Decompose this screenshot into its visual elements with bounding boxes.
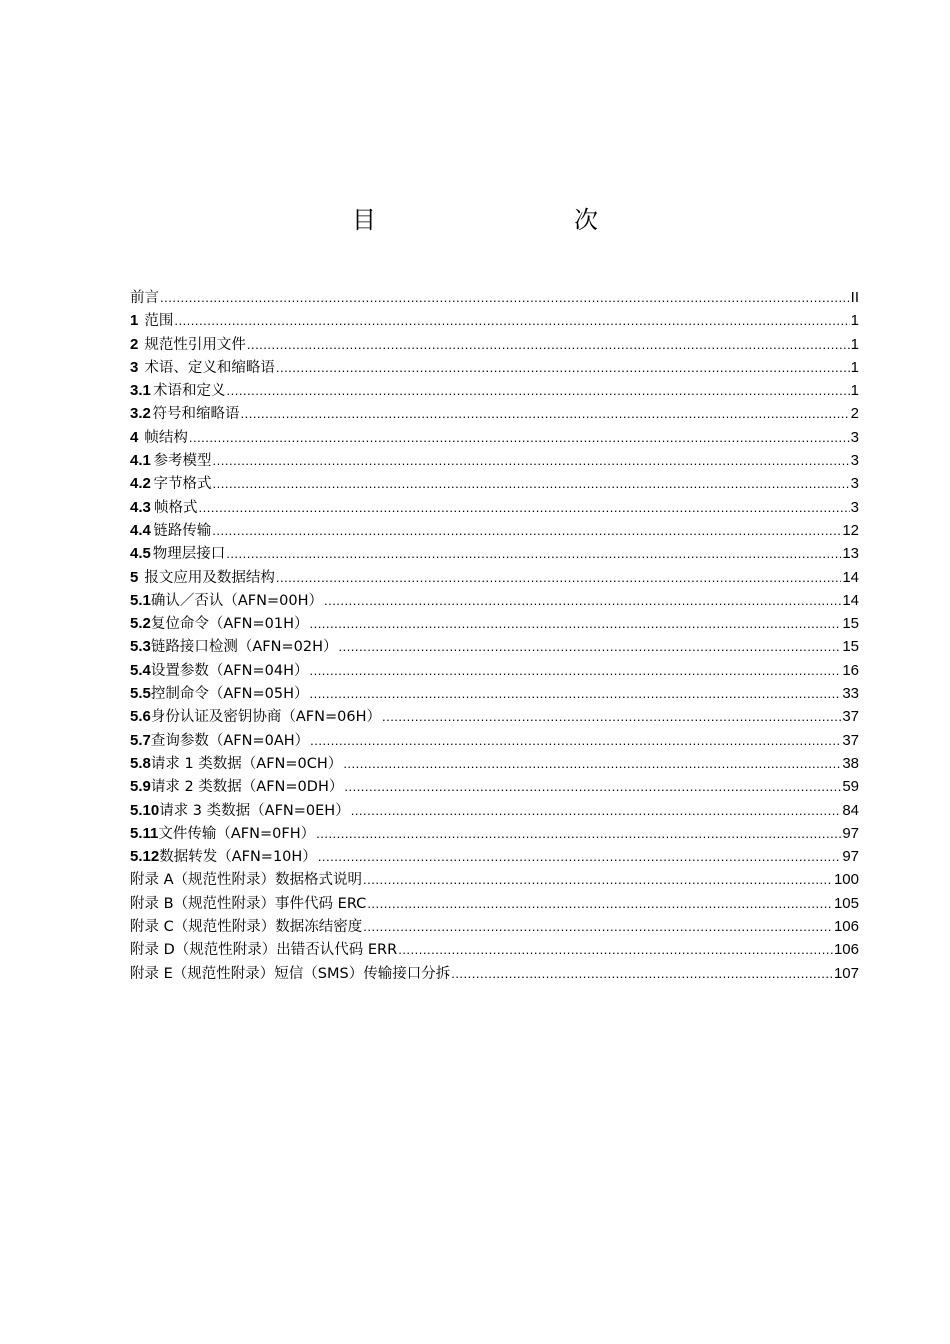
toc-entry-page-number: 97 <box>842 824 859 842</box>
toc-entry[interactable] <box>130 519 859 542</box>
toc-entry-page-number: 1 <box>850 382 859 400</box>
toc-dot-leader <box>309 612 841 635</box>
toc-dot-leader <box>213 472 850 495</box>
toc-entry-appendix-label: 附录 B <box>130 895 174 912</box>
toc-entry-number: 3 <box>130 358 139 376</box>
toc-entry-page-number: 3 <box>850 475 859 493</box>
toc-entry[interactable] <box>130 635 859 658</box>
table-of-contents <box>130 286 859 985</box>
toc-entry-title: 物理层接口 <box>152 546 226 563</box>
toc-dot-leader <box>338 635 841 658</box>
toc-entry[interactable] <box>130 566 859 589</box>
toc-dot-leader <box>451 962 833 985</box>
toc-entry-page-number: 1 <box>850 358 859 376</box>
toc-entry-page-number: 84 <box>842 801 859 819</box>
toc-entry-title: 规范性引用文件 <box>144 336 246 353</box>
toc-entry-number: 3.2 <box>130 405 151 423</box>
toc-entry-title: 复位命令（AFN=01H） <box>150 616 309 633</box>
toc-entry-appendix-label: 附录 D <box>130 942 175 959</box>
toc-entry-page-number: 38 <box>842 754 859 772</box>
toc-entry[interactable] <box>130 402 859 425</box>
toc-entry[interactable] <box>130 472 859 495</box>
toc-dot-leader <box>189 426 850 449</box>
toc-entry-title: （规范性附录）数据冻结密度 <box>173 919 363 936</box>
toc-dot-leader <box>199 496 850 519</box>
toc-entry-title: 数据转发（AFN=10H） <box>159 849 317 866</box>
toc-entry-page-number: 14 <box>842 568 859 586</box>
toc-dot-leader <box>344 775 841 798</box>
toc-entry[interactable] <box>130 542 859 565</box>
toc-entry[interactable] <box>130 449 859 472</box>
toc-dot-leader <box>363 868 833 891</box>
toc-entry-page-number: 15 <box>842 638 859 656</box>
toc-dot-leader <box>363 915 833 938</box>
toc-entry-number: 5.11 <box>130 824 159 842</box>
toc-entry-number: 4 <box>130 428 139 446</box>
toc-entry-page-number: 33 <box>842 685 859 703</box>
toc-entry-number: 4.4 <box>130 521 151 539</box>
toc-entry-number: 2 <box>130 335 139 353</box>
toc-entry[interactable] <box>130 496 859 519</box>
toc-entry-number: 1 <box>130 312 139 330</box>
toc-entry[interactable] <box>130 356 859 379</box>
toc-entry-number: 4.2 <box>130 475 151 493</box>
toc-entry-title: 术语、定义和缩略语 <box>144 359 275 376</box>
toc-entry-title: 链路传输 <box>153 522 212 539</box>
toc-dot-leader <box>276 566 841 589</box>
toc-entry-number: 5.3 <box>130 638 151 656</box>
toc-entry-page-number: 13 <box>842 545 859 563</box>
toc-entry-page-number: 2 <box>850 405 859 423</box>
toc-dot-leader <box>160 286 850 309</box>
toc-entry-title: （规范性附录）数据格式说明 <box>173 872 363 889</box>
toc-entry-page-number: 106 <box>833 918 859 936</box>
toc-entry-number: 3.1 <box>130 382 151 400</box>
toc-dot-leader <box>309 659 841 682</box>
toc-entry-page-number: 106 <box>833 941 859 959</box>
toc-dot-leader <box>276 356 850 379</box>
toc-entry-appendix-label: 附录 A <box>130 872 174 889</box>
toc-entry[interactable] <box>130 775 859 798</box>
toc-entry-page-number: 1 <box>850 335 859 353</box>
toc-entry-page-number: 59 <box>842 778 859 796</box>
toc-entry[interactable] <box>130 752 859 775</box>
toc-entry[interactable] <box>130 659 859 682</box>
toc-entry-appendix-label: 附录 C <box>130 919 174 936</box>
toc-entry-page-number: 12 <box>842 521 859 539</box>
toc-dot-leader <box>367 892 833 915</box>
toc-entry-title: 设置参数（AFN=04H） <box>150 662 309 679</box>
toc-entry[interactable] <box>130 822 859 845</box>
toc-dot-leader <box>174 309 849 332</box>
toc-entry-title: 控制命令（AFN=05H） <box>150 686 309 703</box>
toc-entry-number: 5.5 <box>130 685 151 703</box>
toc-entry-title: （规范性附录）事件代码 ERC <box>173 895 367 912</box>
toc-dot-leader <box>398 938 833 961</box>
toc-entry-page-number: 97 <box>842 848 859 866</box>
toc-dot-leader <box>309 682 841 705</box>
toc-dot-leader <box>240 402 849 425</box>
toc-entry[interactable] <box>130 799 859 822</box>
toc-entry[interactable] <box>130 962 859 985</box>
toc-dot-leader <box>343 752 841 775</box>
toc-entry[interactable] <box>130 426 859 449</box>
toc-entry-number: 5.9 <box>130 778 151 796</box>
toc-entry-title: 查询参数（AFN=0AH） <box>150 732 310 749</box>
toc-entry-title: 术语和定义 <box>153 383 226 400</box>
toc-entry-number: 5 <box>130 568 139 586</box>
toc-entry-title: 帧结构 <box>144 429 188 446</box>
toc-entry-number: 5.1 <box>130 591 151 609</box>
toc-entry-number: 5.7 <box>130 731 151 749</box>
toc-entry-page-number: 107 <box>833 964 859 982</box>
toc-entry[interactable] <box>130 915 859 938</box>
toc-entry-page-number: 3 <box>850 452 859 470</box>
toc-entry-title: 请求 2 类数据（AFN=0DH） <box>150 779 344 796</box>
toc-dot-leader <box>247 333 850 356</box>
toc-entry[interactable] <box>130 729 859 752</box>
toc-entry[interactable] <box>130 379 859 402</box>
toc-entry-title: 范围 <box>144 313 174 330</box>
toc-entry-title: 报文应用及数据结构 <box>144 569 275 586</box>
toc-entry-title: 前言 <box>130 290 159 306</box>
toc-entry[interactable] <box>130 868 859 891</box>
toc-entry-appendix-label: 附录 E <box>130 965 173 982</box>
toc-entry[interactable] <box>130 938 859 961</box>
toc-entry-title: 请求 1 类数据（AFN=0CH） <box>150 755 343 772</box>
toc-entry-page-number: 3 <box>850 498 859 516</box>
toc-entry[interactable] <box>130 705 859 728</box>
toc-dot-leader <box>324 589 841 612</box>
toc-entry-title: 确认／否认（AFN=00H） <box>150 592 323 609</box>
toc-entry-title: 符号和缩略语 <box>152 406 240 423</box>
toc-entry[interactable] <box>130 333 859 356</box>
toc-entry-number: 5.12 <box>130 848 160 866</box>
toc-dot-leader <box>382 705 841 728</box>
toc-entry[interactable] <box>130 309 859 332</box>
toc-entry[interactable] <box>130 682 859 705</box>
toc-entry[interactable] <box>130 589 859 612</box>
toc-dot-leader <box>212 519 841 542</box>
toc-dot-leader <box>310 729 841 752</box>
toc-entry[interactable] <box>130 286 859 309</box>
toc-entry-page-number: II <box>850 289 859 306</box>
toc-entry-title: 帧格式 <box>154 499 198 516</box>
page-title: 目 次 <box>352 206 648 234</box>
toc-entry-number: 5.2 <box>130 615 151 633</box>
toc-entry-title: 身份认证及密钥协商（AFN=06H） <box>150 709 381 726</box>
toc-entry[interactable] <box>130 612 859 635</box>
toc-entry-number: 5.8 <box>130 754 151 772</box>
toc-entry[interactable] <box>130 892 859 915</box>
toc-entry-number: 5.10 <box>130 801 160 819</box>
toc-entry-title: 字节格式 <box>153 476 212 493</box>
toc-entry-title: 链路接口检测（AFN=02H） <box>150 639 338 656</box>
toc-entry-page-number: 15 <box>842 615 859 633</box>
toc-entry-title: 参考模型 <box>153 453 212 470</box>
toc-dot-leader <box>318 845 842 868</box>
toc-entry-page-number: 16 <box>842 661 859 679</box>
toc-entry-page-number: 14 <box>842 591 859 609</box>
toc-entry[interactable] <box>130 845 859 868</box>
toc-entry-page-number: 37 <box>842 731 859 749</box>
toc-entry-number: 4.1 <box>130 452 151 470</box>
toc-entry-page-number: 1 <box>850 312 859 330</box>
toc-entry-page-number: 37 <box>842 708 859 726</box>
toc-dot-leader <box>351 799 842 822</box>
toc-entry-number: 5.6 <box>130 708 151 726</box>
toc-entry-title: （规范性附录）出错否认代码 ERR <box>174 942 398 959</box>
toc-dot-leader <box>316 822 841 845</box>
toc-entry-number: 4.5 <box>130 545 151 563</box>
toc-dot-leader <box>226 542 841 565</box>
toc-entry-title: 请求 3 类数据（AFN=0EH） <box>159 802 350 819</box>
toc-entry-number: 4.3 <box>130 498 151 516</box>
toc-dot-leader <box>213 449 850 472</box>
toc-entry-number: 5.4 <box>130 661 151 679</box>
toc-entry-page-number: 3 <box>850 428 859 446</box>
toc-entry-page-number: 105 <box>833 894 859 912</box>
toc-entry-title: 文件传输（AFN=0FH） <box>158 825 316 842</box>
toc-entry-title: （规范性附录）短信（SMS）传输接口分拆 <box>172 965 451 982</box>
toc-entry-page-number: 100 <box>833 871 859 889</box>
toc-dot-leader <box>227 379 850 402</box>
